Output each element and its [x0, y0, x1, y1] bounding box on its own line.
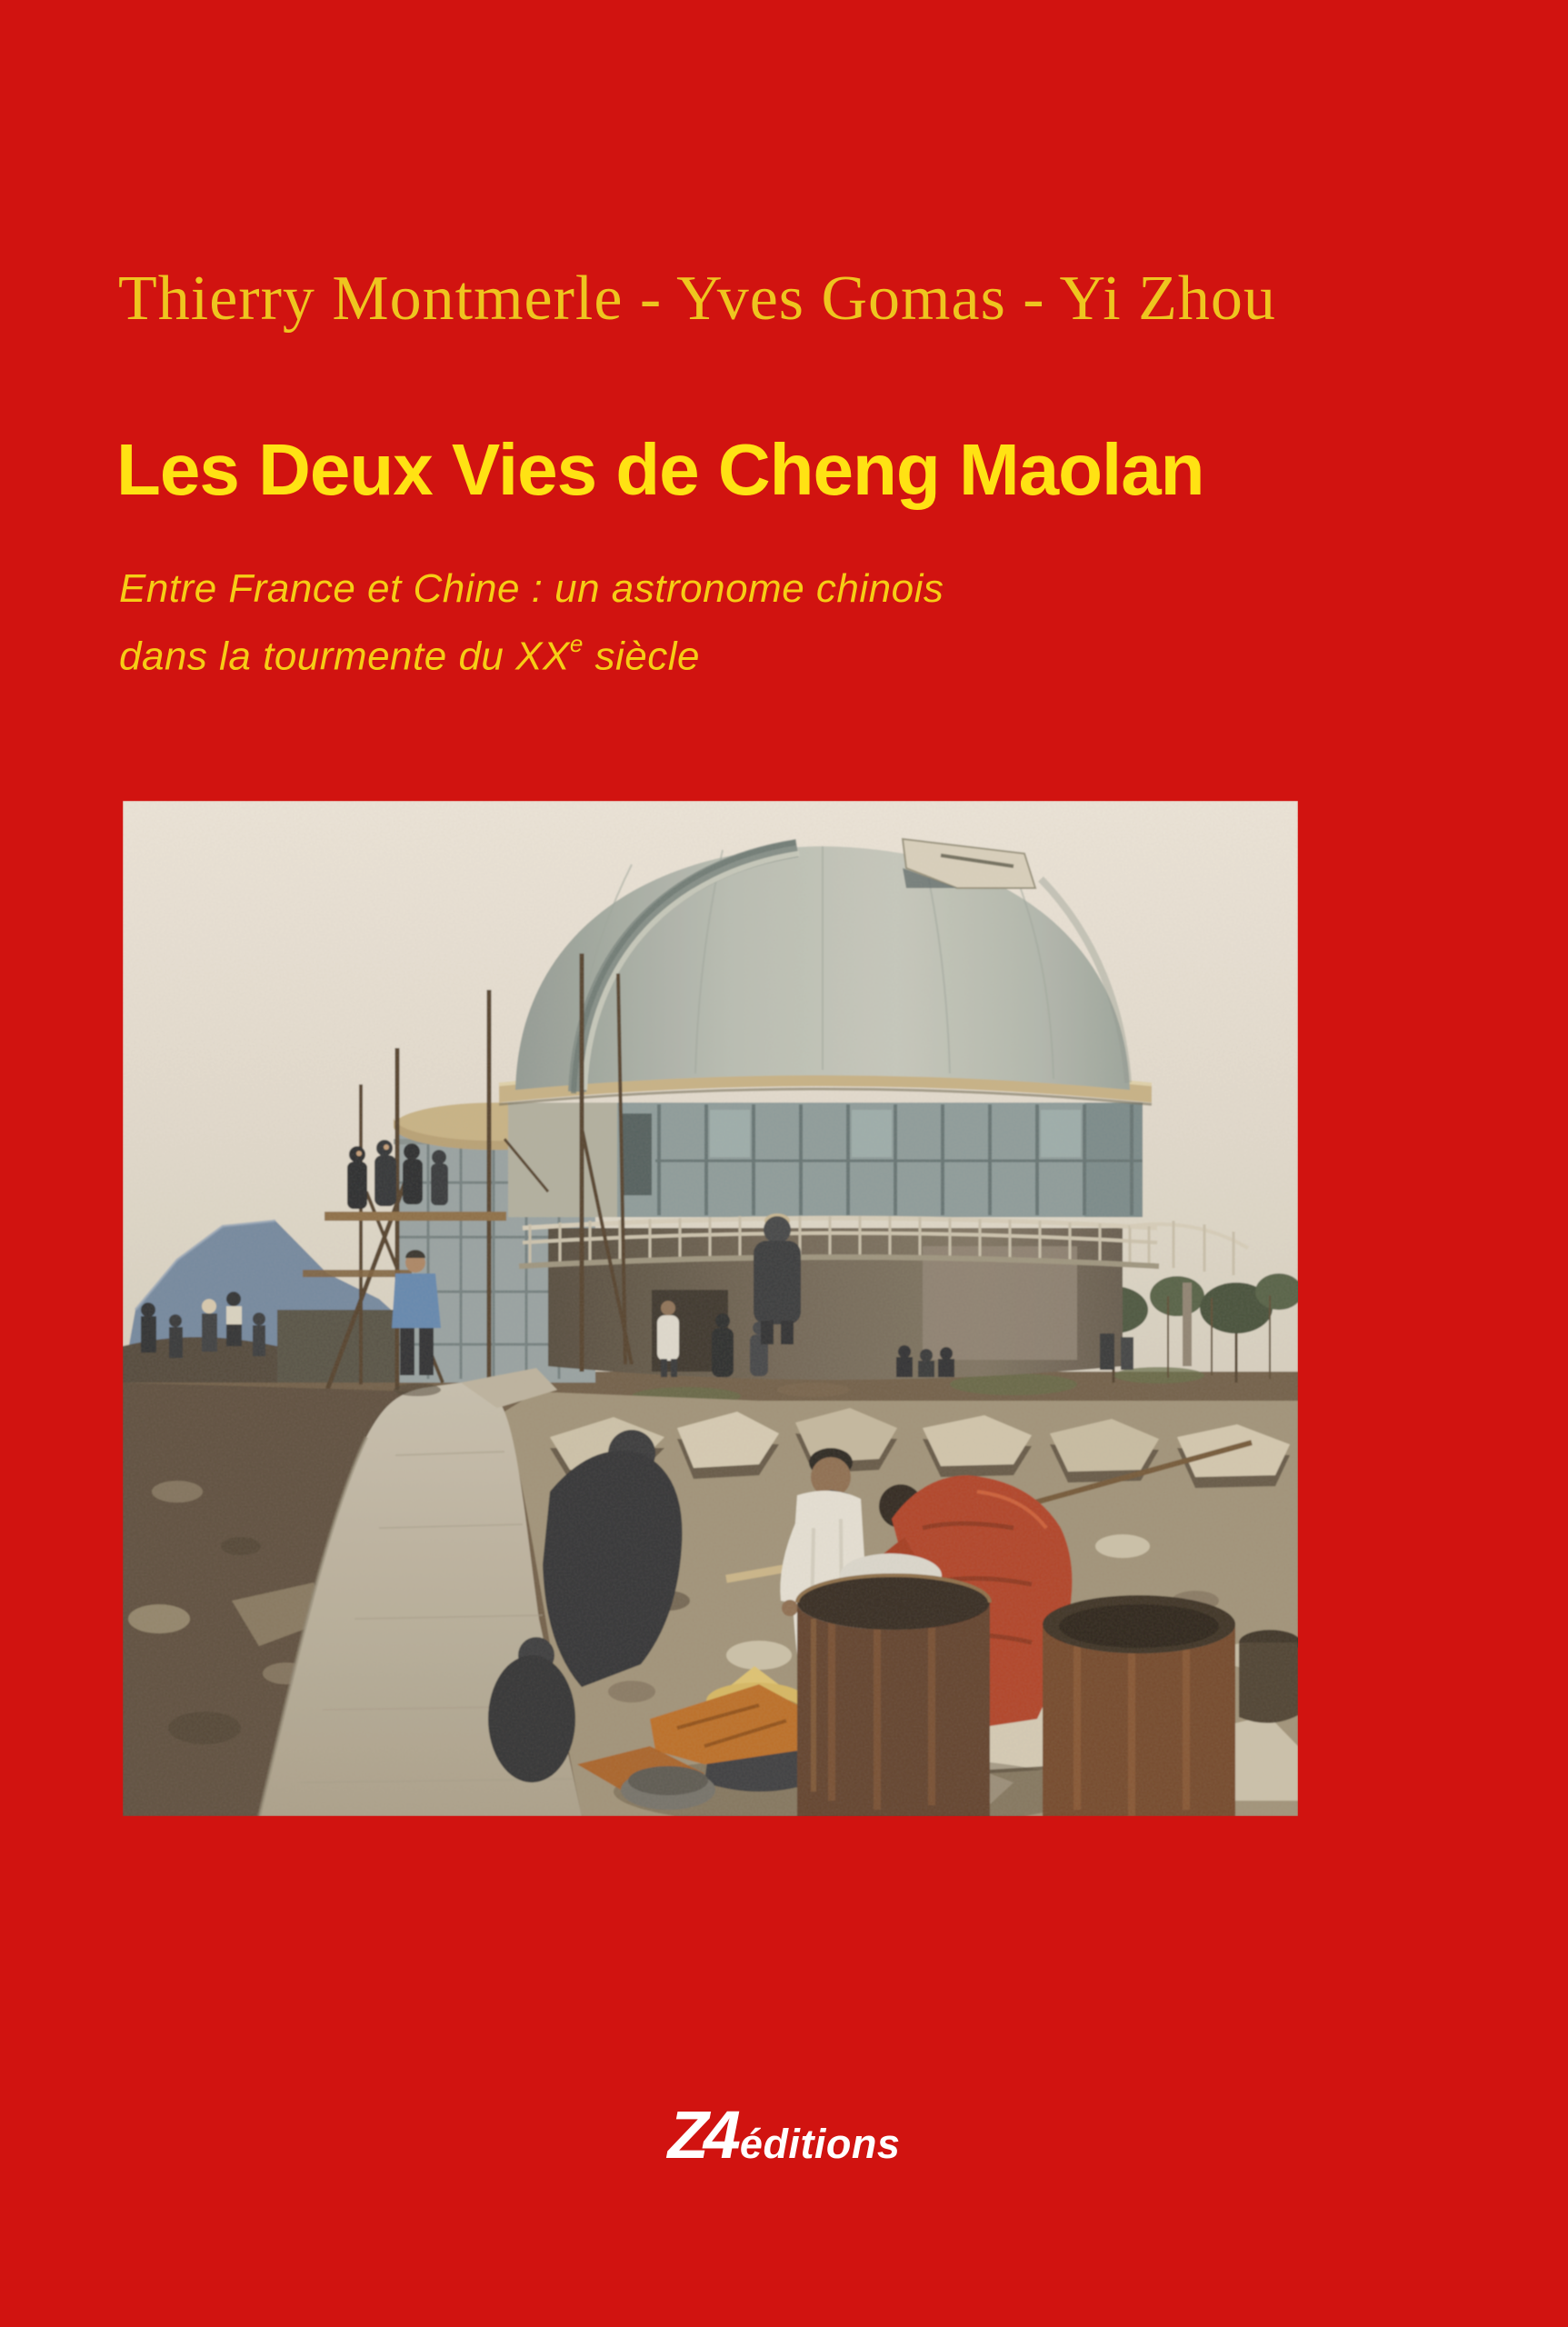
warm-tint-overlay — [123, 801, 1298, 1816]
cover-photo-observatory — [123, 801, 1298, 1816]
publisher-logo — [0, 2096, 1568, 2173]
observatory-photo-illustration — [123, 801, 1298, 1816]
subtitle-line-1: Entre France et Chine : un astronome chinois — [119, 566, 944, 611]
publisher-logo-name: éditions — [739, 2121, 901, 2167]
publisher-logo-mark: Z4 — [667, 2097, 735, 2172]
subtitle-line-2 — [119, 618, 944, 686]
subtitle-superscript-e: e — [569, 630, 584, 657]
book-title: Les Deux Vies de Cheng Maolan — [116, 429, 1204, 510]
subtitle-line2-prefix: dans la tourmente du — [119, 634, 516, 679]
authors-line: Thierry Montmerle - Yves Gomas - Yi Zhou — [118, 264, 1276, 334]
book-subtitle — [119, 559, 944, 686]
subtitle-suffix: siècle — [583, 634, 700, 679]
subtitle-century: XX — [515, 634, 570, 679]
